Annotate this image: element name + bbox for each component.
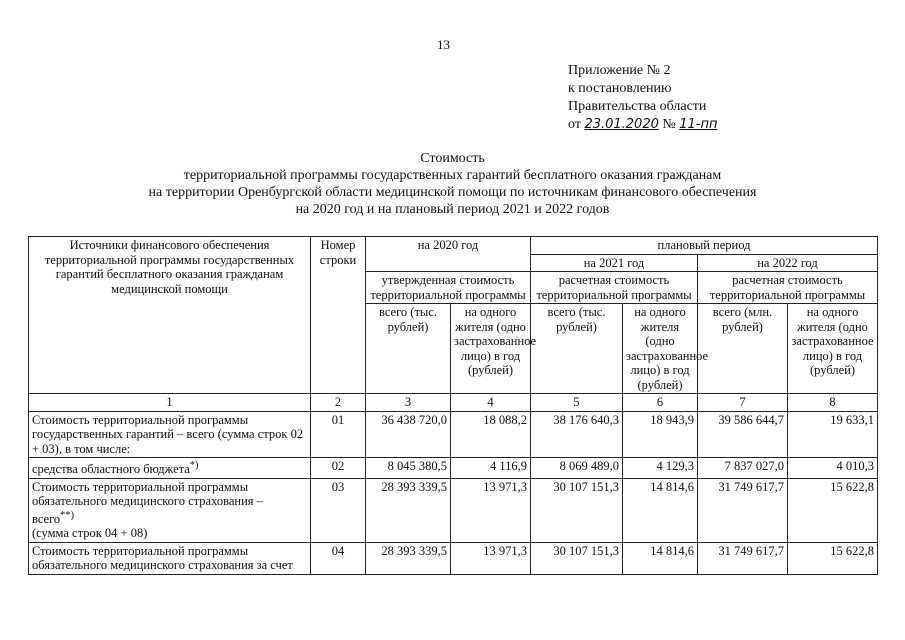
cell-per-resident-2021: 14 814,6 (623, 542, 698, 574)
cell-per-resident-2020: 13 971,3 (451, 542, 531, 574)
header-total-2020: всего (тыс. рублей) (366, 304, 451, 394)
cell-total-2021: 30 107 151,3 (531, 478, 623, 542)
column-number-row (29, 394, 878, 412)
cell-total-2022: 39 586 644,7 (698, 411, 788, 458)
row-number: 02 (311, 458, 366, 479)
number-prefix: № (662, 117, 676, 132)
column-number: 2 (311, 394, 366, 412)
title-line-2: территориальной программы государственных гарантий бесплатного оказания гражданам (183, 168, 722, 183)
header-year-2021: на 2021 год (531, 254, 698, 272)
page-number: 13 (437, 37, 450, 52)
cell-per-resident-2021: 4 129,3 (623, 458, 698, 479)
column-number: 1 (29, 394, 311, 412)
cell-total-2021: 38 176 640,3 (531, 411, 623, 458)
column-number: 6 (623, 394, 698, 412)
header-approved-cost: утвержденная стоимость территориальной программы (366, 272, 531, 304)
header-planning-period: плановый период (531, 237, 878, 255)
cell-per-resident-2022: 4 010,3 (788, 458, 878, 479)
cell-total-2021: 8 069 489,0 (531, 458, 623, 479)
header-sources: Источники финансового обеспечения территориальной программы государственных гарантий бесплатного оказания гражданам медицинской помощи (29, 237, 311, 394)
row-number: 03 (311, 478, 366, 542)
column-number: 5 (531, 394, 623, 412)
header-calc-cost-2021: расчетная стоимость территориальной программы (531, 272, 698, 304)
header-per-resident-2021: на одного жителя (одно застрахованное лицо) в год (рублей) (623, 304, 698, 394)
row-name: Стоимость территориальной программы государственных гарантий – всего (сумма строк 02 + 03), в том числе: (29, 411, 311, 458)
header-per-resident-2022: на одного жителя (одно застрахованное лицо) в год (рублей) (788, 304, 878, 394)
cell-total-2021: 30 107 151,3 (531, 542, 623, 574)
row-number: 04 (311, 542, 366, 574)
footnote-mark: **) (60, 509, 75, 521)
header-year-2022: на 2022 год (698, 254, 878, 272)
cell-per-resident-2021: 18 943,9 (623, 411, 698, 458)
cell-total-2022: 31 749 617,7 (698, 542, 788, 574)
cell-per-resident-2022: 19 633,1 (788, 411, 878, 458)
appendix-line-1: Приложение № 2 (568, 63, 671, 78)
cell-total-2020: 28 393 339,5 (366, 542, 451, 574)
table-row (29, 542, 878, 574)
header-row-number: Номер строки (311, 237, 366, 394)
cell-total-2022: 7 837 027,0 (698, 458, 788, 479)
footnote-mark: *) (189, 460, 199, 471)
column-number: 3 (366, 394, 451, 412)
cell-total-2022: 31 749 617,7 (698, 478, 788, 542)
date-prefix: от (568, 117, 581, 132)
cell-per-resident-2021: 14 814,6 (623, 478, 698, 542)
title-line-1: Стоимость (420, 151, 485, 166)
table-row (29, 478, 878, 542)
cell-per-resident-2020: 4 116,9 (451, 458, 531, 479)
header-calc-cost-2022: расчетная стоимость территориальной программы (698, 272, 878, 304)
header-year-2020: на 2020 год (366, 237, 531, 272)
row-name: Стоимость территориальной программы обязательного медицинского страхования – всего (32, 479, 263, 526)
cell-total-2020: 28 393 339,5 (366, 478, 451, 542)
title-line-3: на территории Оренбургской области медицинской помощи по источникам финансового обеспечения (148, 185, 757, 200)
row-name-cell (29, 458, 311, 479)
table-row (29, 458, 878, 479)
appendix-date-line (568, 116, 717, 134)
column-number: 8 (788, 394, 878, 412)
appendix-line-3: Правительства области (568, 99, 707, 114)
cell-per-resident-2022: 15 622,8 (788, 478, 878, 542)
column-number: 7 (698, 394, 788, 412)
cell-total-2020: 8 045 380,5 (366, 458, 451, 479)
cell-per-resident-2022: 15 622,8 (788, 542, 878, 574)
table-row (29, 411, 878, 458)
cell-per-resident-2020: 18 088,2 (451, 411, 531, 458)
row-number: 01 (311, 411, 366, 458)
cost-table (28, 236, 878, 575)
document-title (0, 150, 905, 218)
row-name-cell (29, 478, 311, 542)
row-name: средства областного бюджета (32, 462, 190, 477)
cell-per-resident-2020: 13 971,3 (451, 478, 531, 542)
resolution-date: 23.01.2020 (584, 117, 659, 132)
column-number: 4 (451, 394, 531, 412)
appendix-block (568, 62, 717, 134)
row-name: Стоимость территориальной программы обязательного медицинского страхования за счет (29, 542, 311, 574)
header-total-2022: всего (млн. рублей) (698, 304, 788, 394)
header-per-resident-2020: на одного жителя (одно застрахованное лицо) в год (рублей) (451, 304, 531, 394)
resolution-number: 11-пп (679, 117, 718, 132)
header-total-2021: всего (тыс. рублей) (531, 304, 623, 394)
appendix-line-2: к постановлению (568, 81, 672, 96)
cell-total-2020: 36 438 720,0 (366, 411, 451, 458)
row-name-suffix: (сумма строк 04 + 08) (32, 526, 148, 541)
title-line-4: на 2020 год и на плановый период 2021 и 2022 годов (295, 202, 610, 217)
